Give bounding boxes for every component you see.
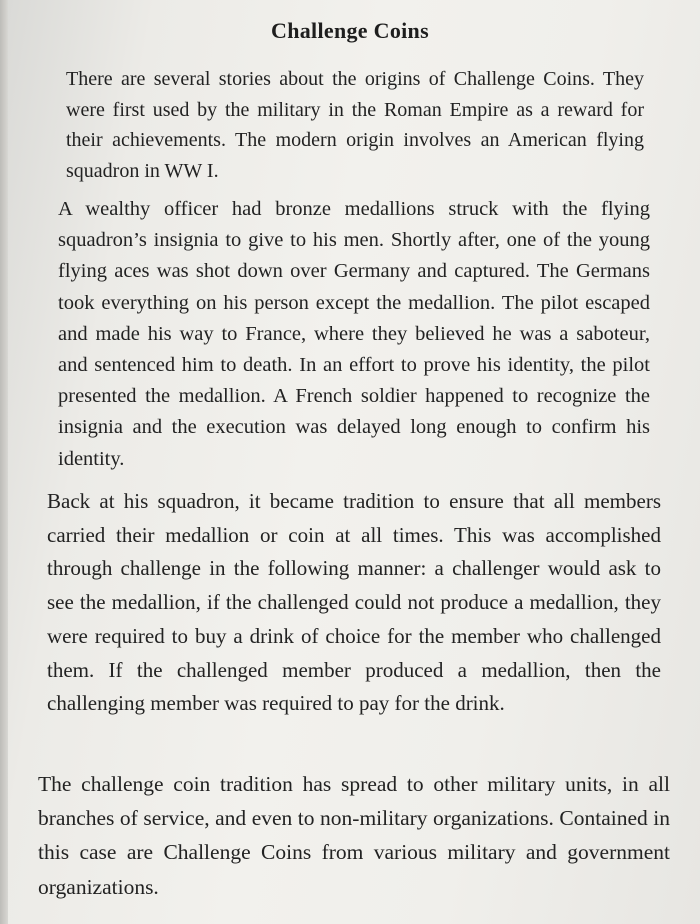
paragraph-medallion-story: A wealthy officer had bronze medallions struck with the flying squadron’s insignia to give to his men. Shortly after, one of the young flying aces was shot down over Germany and captured. The Germans took everything on his person except the medallion. The pilot escaped and made his way to France, where they believed he was a saboteur, and sentenced him to death. In an effort to prove his identity, the pilot presented the medallion. A French soldier happened to recognize the insignia and the execution was delayed long enough to confirm his identity. xyxy=(58,198,650,470)
paragraph-spread: The challenge coin tradition has spread to other military units, in all branches of service, and even to non-military organizations. Contained in this case are Challenge Coins from various military and government organizations. xyxy=(38,772,670,899)
paragraph-origins: There are several stories about the origins of Challenge Coins. They were first used by the military in the Roman Empire as a reward for their achievements. The modern origin involves an American flying squadron in WW I. xyxy=(66,68,644,182)
frame-edge xyxy=(0,0,8,924)
sign-title: Challenge Coins xyxy=(271,18,429,43)
paragraph-tradition: Back at his squadron, it became tradition to ensure that all members carried their medallion or coin at all times. This was accomplished through challenge in the following manner: a challenger would ask to see the medallion, if the challenged could not produce a medallion, they were required to buy a drink of choice for the member who challenged them. If the challenged member produced a medallion, then the challenging member was required to pay for the drink. xyxy=(47,489,661,716)
